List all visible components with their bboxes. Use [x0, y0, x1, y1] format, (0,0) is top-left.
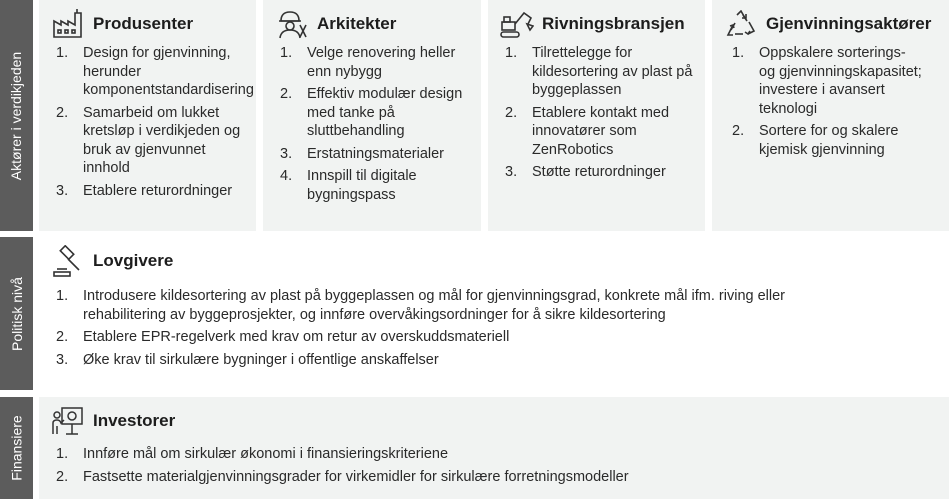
list-item: 2. Samarbeid om lukket kretsløp i verdikjeden og bruk av gjenvunnet innhold	[56, 104, 241, 176]
list-item-text: Tilrettelegge for kildesortering av plast på byggeplassen	[532, 45, 693, 98]
list-item: 2. Etablere EPR-regelverk med krav om retur av overskuddsmateriell	[56, 329, 510, 345]
list-item-text: Introdusere kildesortering av plast på byggeplassen og mål for gjenvinningsgrad, konkrete mål ifm. riving eller rehabilitering av byggeprosjekter, og innføre overvåkingsordninger for å sikre kildesortering	[83, 288, 786, 323]
card-header	[51, 8, 193, 40]
list-item-text: Innspill til digitale bygningspass	[307, 168, 417, 203]
card-header	[51, 405, 175, 437]
list-item-text: Oppskalere sorterings- og gjenvinningskapasitet; investere i avansert teknologi	[759, 45, 922, 117]
recycle-icon	[724, 8, 758, 40]
card-header	[724, 8, 931, 40]
list-item-text: Etablere returordninger	[83, 182, 233, 199]
list-item-text: Etablere kontakt med innovatører som ZenRobotics	[532, 104, 670, 158]
card-header	[275, 8, 396, 40]
item-list	[56, 445, 916, 490]
list-item: 1. Velge renovering heller enn nybygg	[280, 45, 456, 80]
card-arkitekter	[263, 0, 481, 231]
list-item-text: Innføre mål om sirkulær økonomi i finansieringskriteriene	[83, 446, 449, 462]
side-label-finance-text: Finansiere	[8, 415, 25, 481]
excavator-icon	[500, 8, 534, 40]
card-title: Arkitekter	[317, 14, 397, 33]
card-rivningsbransjen	[488, 0, 705, 231]
item-list	[56, 44, 254, 204]
card-title: Rivningsbransjen	[542, 14, 685, 33]
list-item: 2. Sortere for og skalere kjemisk gjenvinning	[732, 123, 899, 158]
list-item: 1. Oppskalere sorterings- og gjenvinningskapasitet; investere i avansert teknologi	[732, 45, 922, 117]
card-produsenter	[39, 0, 256, 231]
list-item-text: Sortere for og skalere kjemisk gjenvinning	[759, 123, 899, 158]
item-list	[280, 44, 472, 208]
side-label-finance	[0, 397, 33, 499]
gavel-icon	[51, 245, 85, 277]
side-label-actors-text: Aktører i verdikjeden	[8, 51, 25, 180]
card-lovgivere	[39, 237, 949, 390]
card-title: Investorer	[93, 411, 176, 430]
card-header	[500, 8, 685, 40]
list-item-text: Øke krav til sirkulære bygninger i offentlige anskaffelser	[83, 351, 439, 368]
list-item: 1. Introdusere kildesortering av plast på byggeplassen og mål for gjenvinningsgrad, konkrete mål ifm. riving eller rehabilitering av byggeprosjekter, og innføre overvåkingsordninger for å sikre kildesortering	[56, 288, 786, 323]
card-header	[51, 245, 173, 277]
architect-icon	[275, 8, 309, 40]
card-gjenvinningsaktorer	[712, 0, 949, 231]
list-item-text: Fastsette materialgjenvinningsgrader for virkemidler for sirkulære forretningsmodeller	[83, 468, 629, 485]
item-list	[732, 44, 922, 163]
card-investorer	[39, 397, 949, 499]
list-item: 3. Etablere returordninger	[56, 182, 233, 199]
investor-icon	[51, 405, 85, 437]
list-item: 1. Innføre mål om sirkulær økonomi i finansieringskriteriene	[56, 446, 449, 462]
list-item: 2. Fastsette materialgjenvinningsgrader for virkemidler for sirkulære forretningsmodeller	[56, 468, 629, 485]
list-item-text: Samarbeid om lukket kretsløp i verdikjeden og bruk av gjenvunnet innhold	[83, 104, 241, 176]
list-item-text: Design for gjenvinning, herunder komponentstandardisering	[83, 45, 254, 98]
list-item: 1. Design for gjenvinning, herunder komponentstandardisering	[56, 45, 254, 98]
list-item: 2. Etablere kontakt med innovatører som ZenRobotics	[505, 104, 670, 158]
list-item-text: Etablere EPR-regelverk med krav om retur av overskuddsmateriell	[83, 329, 510, 345]
side-label-policy-text: Politisk nivå	[8, 276, 25, 351]
card-title: Produsenter	[93, 14, 194, 33]
list-item-text: Erstatningsmaterialer	[307, 145, 444, 162]
list-item: 2. Effektiv modulær design med tanke på sluttbehandling	[280, 86, 463, 139]
list-item: 3. Erstatningsmaterialer	[280, 145, 444, 162]
list-item: 3. Øke krav til sirkulære bygninger i offentlige anskaffelser	[56, 351, 439, 368]
list-item: 3. Støtte returordninger	[505, 164, 666, 180]
item-list	[56, 287, 846, 373]
card-title: Lovgivere	[93, 251, 174, 270]
card-title: Gjenvinningsaktører	[766, 14, 932, 33]
item-list	[505, 44, 697, 186]
factory-icon	[51, 8, 85, 40]
list-item-text: Velge renovering heller enn nybygg	[307, 45, 456, 80]
list-item: 1. Tilrettelegge for kildesortering av plast på byggeplassen	[505, 45, 693, 98]
list-item-text: Effektiv modulær design med tanke på sluttbehandling	[307, 86, 463, 139]
list-item: 4. Innspill til digitale bygningspass	[280, 168, 417, 203]
list-item-text: Støtte returordninger	[532, 164, 666, 180]
side-label-policy	[0, 237, 33, 390]
side-label-actors	[0, 0, 33, 231]
